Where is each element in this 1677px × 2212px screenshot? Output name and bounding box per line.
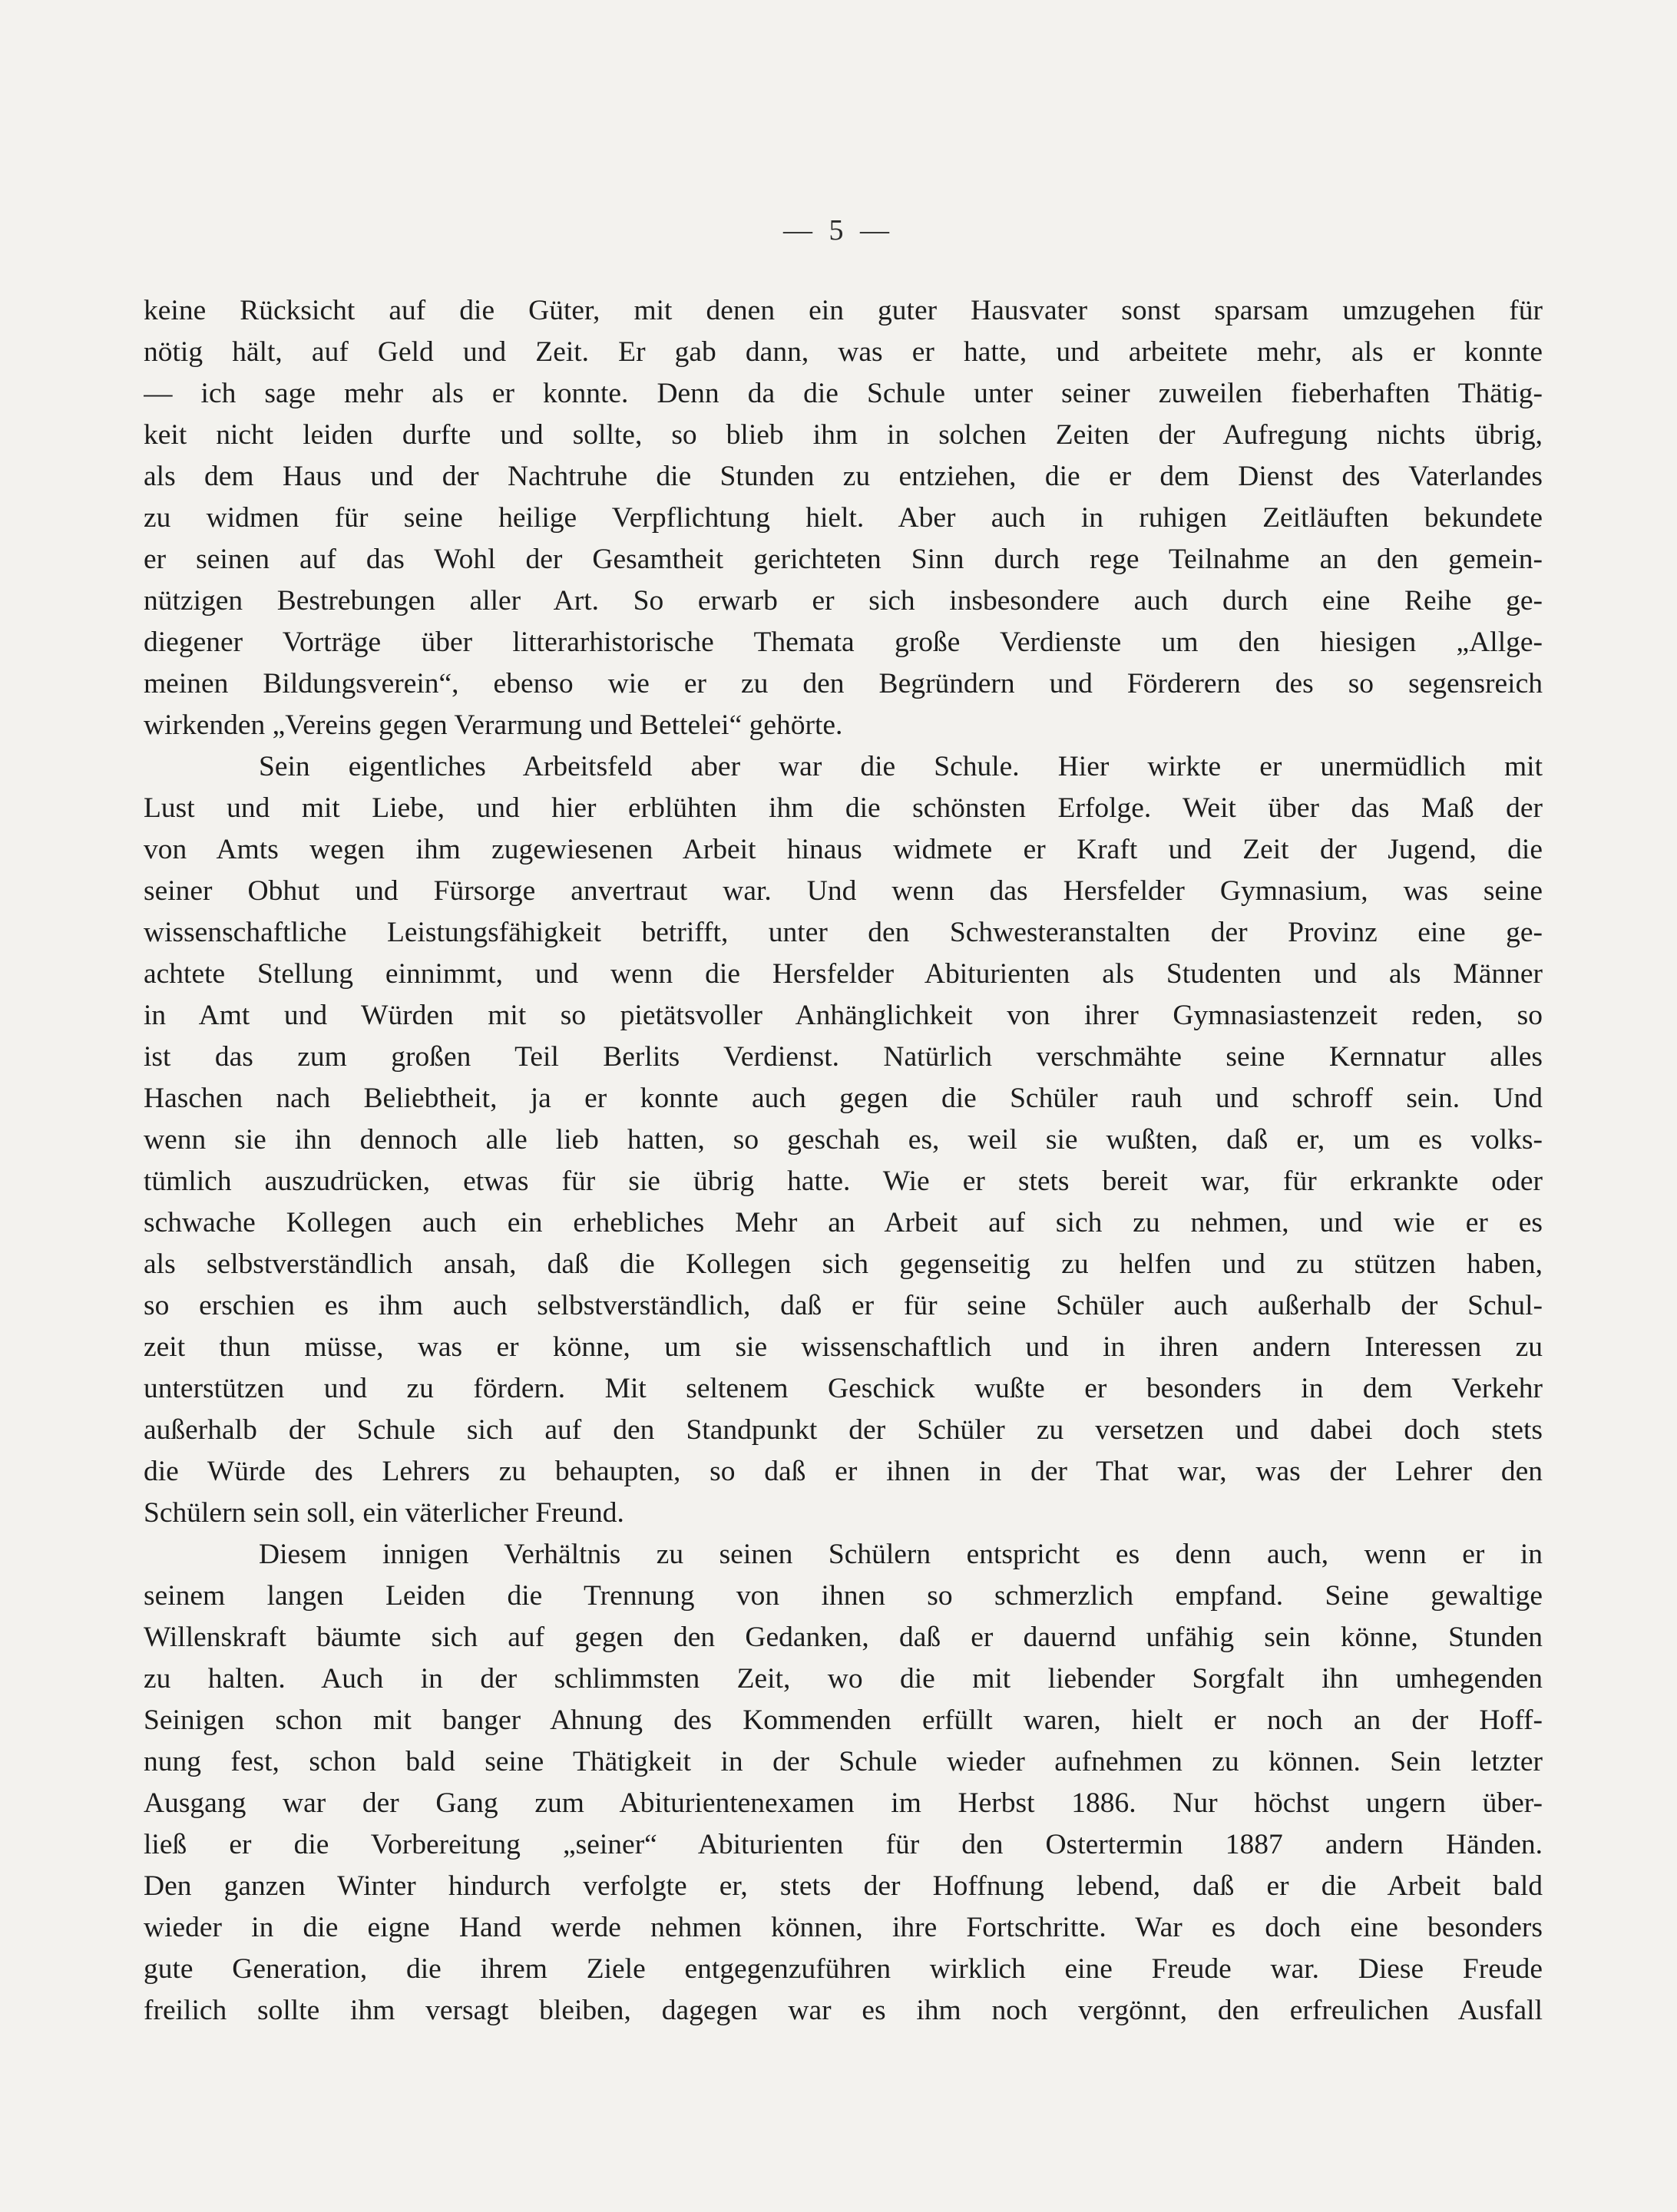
text-line: in Amt und Würden mit so pietätsvoller Anhänglichkeit von ihrer Gymnasiastenzeit reden, so <box>144 1000 1543 1031</box>
text-line: wirkenden „Vereins gegen Verarmung und Bettelei“ gehörte. <box>144 709 843 741</box>
text-line: als dem Haus und der Nachtruhe die Stunden zu entziehen, die er dem Dienst des Vaterlandes <box>144 461 1543 492</box>
page-number: — 5 — <box>783 214 894 246</box>
text-line: achtete Stellung einnimmt, und wenn die Hersfelder Abiturienten als Studenten und als Männer <box>144 958 1543 990</box>
text-line: Den ganzen Winter hindurch verfolgte er, stets der Hoffnung lebend, daß er die Arbeit bald <box>144 1870 1543 1902</box>
text-line: Haschen nach Beliebtheit, ja er konnte auch gegen die Schüler rauh und schroff sein. Und <box>144 1083 1543 1114</box>
text-line: die Würde des Lehrers zu behaupten, so daß er ihnen in der That war, was der Lehrer den <box>144 1456 1543 1487</box>
text-line: seinem langen Leiden die Trennung von ihnen so schmerzlich empfand. Seine gewaltige <box>144 1580 1543 1612</box>
text-line: seiner Obhut und Fürsorge anvertraut war. Und wenn das Hersfelder Gymnasium, was seine <box>144 875 1543 907</box>
text-line: keit nicht leiden durfte und sollte, so blieb ihm in solchen Zeiten der Aufregung nichts übrig, <box>144 419 1543 451</box>
text-line: keine Rücksicht auf die Güter, mit denen ein guter Hausvater sonst sparsam umzugehen für <box>144 295 1543 326</box>
text-line: Seinigen schon mit banger Ahnung des Kommenden erfüllt waren, hielt er noch an der Hoff- <box>144 1704 1543 1736</box>
text-line: — ich sage mehr als er konnte. Denn da die Schule unter seiner zuweilen fieberhaften Thätig- <box>144 378 1543 409</box>
text-line: von Amts wegen ihm zugewiesenen Arbeit hinaus widmete er Kraft und Zeit der Jugend, die <box>144 834 1543 865</box>
text-line: Sein eigentliches Arbeitsfeld aber war die Schule. Hier wirkte er unermüdlich mit <box>259 751 1543 782</box>
text-line: wenn sie ihn dennoch alle lieb hatten, so geschah es, weil sie wußten, daß er, um es volks- <box>144 1124 1543 1156</box>
text-line: freilich sollte ihm versagt bleiben, dagegen war es ihm noch vergönnt, den erfreulichen Ausfall <box>144 1995 1543 2026</box>
text-line: ließ er die Vorbereitung „seiner“ Abiturienten für den Ostertermin 1887 andern Händen. <box>144 1829 1543 1860</box>
text-line: er seinen auf das Wohl der Gesamtheit gerichteten Sinn durch rege Teilnahme an den gemein- <box>144 544 1543 575</box>
text-line: Willenskraft bäumte sich auf gegen den Gedanken, daß er dauernd unfähig sein könne, Stunden <box>144 1622 1543 1653</box>
text-line: diegener Vorträge über litterarhistorische Themata große Verdienste um den hiesigen „Allge- <box>144 627 1543 658</box>
text-line: unterstützen und zu fördern. Mit seltenem Geschick wußte er besonders in dem Verkehr <box>144 1373 1543 1404</box>
text-line: Ausgang war der Gang zum Abiturientenexamen im Herbst 1886. Nur höchst ungern über- <box>144 1787 1543 1819</box>
text-line: zu halten. Auch in der schlimmsten Zeit, wo die mit liebender Sorgfalt ihn umhegenden <box>144 1663 1543 1695</box>
text-line: nützigen Bestrebungen aller Art. So erwarb er sich insbesondere auch durch eine Reihe ge- <box>144 585 1543 617</box>
text-line: Diesem innigen Verhältnis zu seinen Schülern entspricht es denn auch, wenn er in <box>259 1539 1543 1570</box>
text-line: meinen Bildungsverein“, ebenso wie er zu den Begründern und Förderern des so segensreich <box>144 668 1543 699</box>
text-line: außerhalb der Schule sich auf den Standpunkt der Schüler zu versetzen und dabei doch stets <box>144 1414 1543 1446</box>
text-line: ist das zum großen Teil Berlits Verdienst. Natürlich verschmähte seine Kernnatur alles <box>144 1041 1543 1073</box>
text-line: wieder in die eigne Hand werde nehmen können, ihre Fortschritte. War es doch eine besonders <box>144 1912 1543 1943</box>
text-line: zu widmen für seine heilige Verpflichtung hielt. Aber auch in ruhigen Zeitläuften bekundete <box>144 502 1543 534</box>
text-line: nung fest, schon bald seine Thätigkeit in der Schule wieder aufnehmen zu können. Sein letzter <box>144 1746 1543 1777</box>
text-line: wissenschaftliche Leistungsfähigkeit betrifft, unter den Schwesteranstalten der Provinz eine ge- <box>144 917 1543 948</box>
text-line: Lust und mit Liebe, und hier erblühten ihm die schönsten Erfolge. Weit über das Maß der <box>144 792 1543 824</box>
body-text <box>144 290 1543 2032</box>
text-line: zeit thun müsse, was er könne, um sie wissenschaftlich und in ihren andern Interessen zu <box>144 1331 1543 1363</box>
text-line: nötig hält, auf Geld und Zeit. Er gab dann, was er hatte, und arbeitete mehr, als er konnte <box>144 336 1543 368</box>
text-line: tümlich auszudrücken, etwas für sie übrig hatte. Wie er stets bereit war, für erkrankte oder <box>144 1166 1543 1197</box>
text-line: so erschien es ihm auch selbstverständlich, daß er für seine Schüler auch außerhalb der Schul- <box>144 1290 1543 1321</box>
text-line: gute Generation, die ihrem Ziele entgegenzuführen wirklich eine Freude war. Diese Freude <box>144 1953 1543 1985</box>
text-line: schwache Kollegen auch ein erhebliches Mehr an Arbeit auf sich zu nehmen, und wie er es <box>144 1207 1543 1238</box>
text-line: als selbstverständlich ansah, daß die Kollegen sich gegenseitig zu helfen und zu stützen haben, <box>144 1248 1543 1280</box>
text-line: Schülern sein soll, ein väterlicher Freund. <box>144 1497 624 1529</box>
